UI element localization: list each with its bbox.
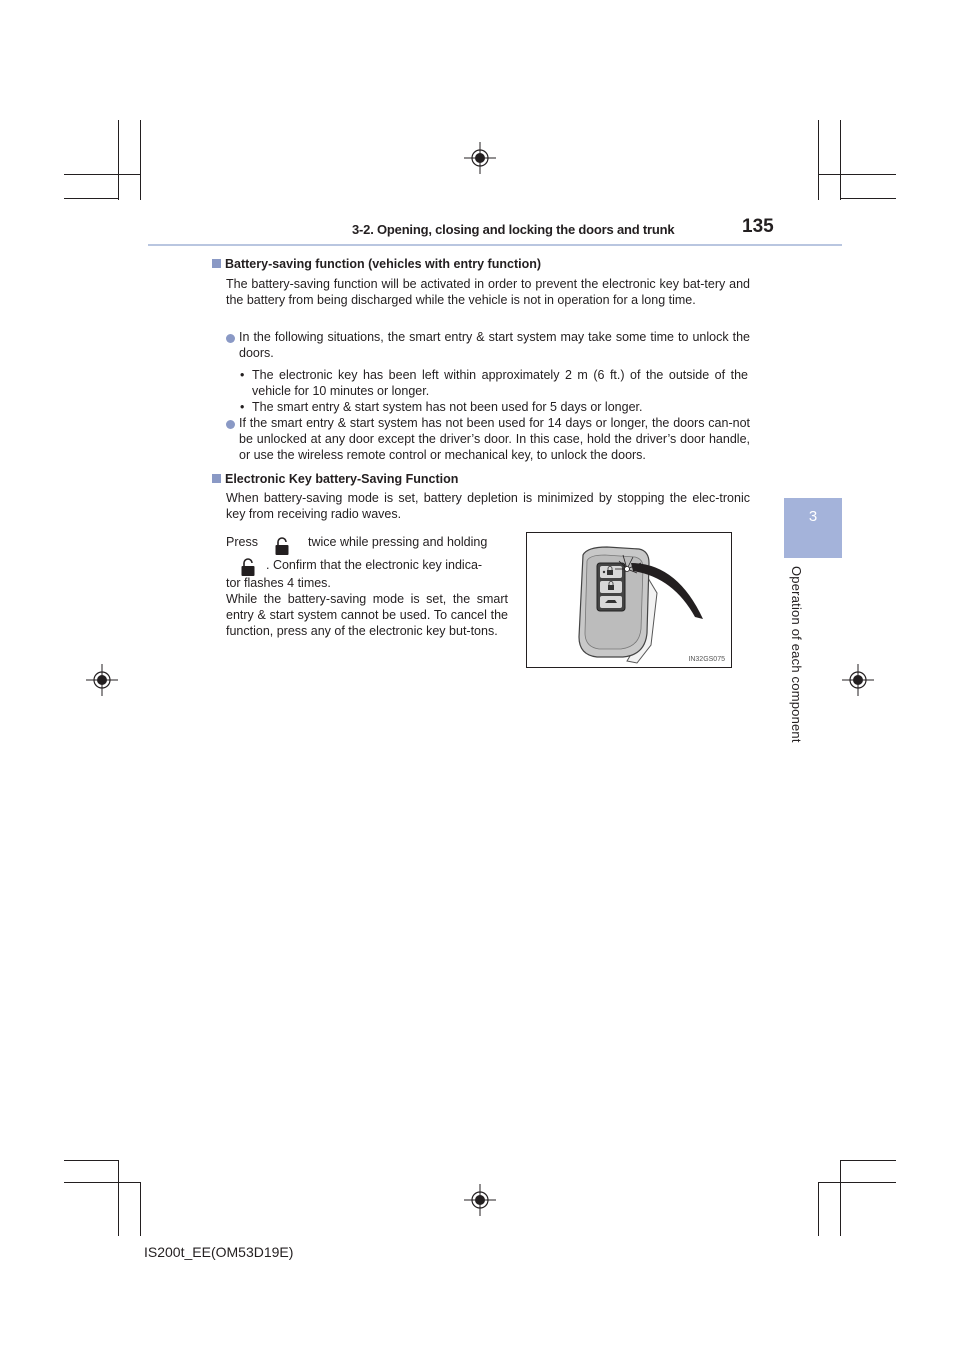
crop-mark (840, 198, 896, 199)
chapter-tab (784, 498, 842, 558)
sub-bullet-item: The electronic key has been left within approximately 2 m (6 ft.) of the outside of the vehicle for 10 minutes or longer. (252, 368, 748, 398)
section-heading-text: Electronic Key battery-Saving Function (225, 472, 459, 486)
chapter-title: Operation of each component (789, 566, 804, 743)
section-heading (212, 471, 458, 487)
paragraph: tor flashes 4 times. (226, 576, 331, 590)
model-code: IS200t_EE(OM53D19E) (144, 1244, 294, 1260)
section-heading (212, 256, 541, 272)
crop-mark (118, 120, 119, 200)
circle-bullet-icon (226, 420, 235, 429)
paragraph: When battery-saving mode is set, battery depletion is minimized by stopping the elec-tronic key from receiving radio waves. (226, 491, 750, 521)
electronic-key-illustration (527, 533, 731, 667)
sub-bullet-icon: • (240, 400, 245, 414)
registration-mark-icon (86, 664, 118, 696)
sub-bullet-item: The smart entry & start system has not been used for 5 days or longer. (252, 400, 643, 414)
crop-mark (140, 1182, 141, 1236)
chapter-number: 3 (808, 508, 818, 525)
crop-mark (818, 1182, 896, 1183)
sub-bullet-icon: • (240, 368, 245, 382)
confirm-text: . Confirm that the electronic key indica- (266, 558, 483, 572)
page-number: 135 (742, 216, 774, 237)
registration-mark-icon (464, 142, 496, 174)
lock-icon (274, 536, 290, 556)
crop-mark (140, 120, 141, 200)
crop-mark (818, 174, 896, 175)
crop-mark (118, 1160, 119, 1236)
bullet-item: If the smart entry & start system has not been used for 14 days or longer, the doors can-not be unlocked at any door except the driver’s door. In this case, hold the driver’s door handle, or use the wireless remote control or mechanical key, to unlock the doors. (239, 416, 750, 462)
figure-code: IN32GS075 (688, 656, 725, 663)
crop-mark (64, 174, 140, 175)
key-illustration (526, 532, 732, 668)
crop-mark (818, 1182, 819, 1236)
paragraph: The battery-saving function will be activated in order to prevent the electronic key bat-tery and the battery from being discharged while the vehicle is not in operation for a long time. (226, 277, 750, 307)
crop-mark (818, 120, 819, 200)
crop-mark (64, 1182, 140, 1183)
section-heading-text: Battery-saving function (vehicles with entry function) (225, 257, 542, 271)
crop-mark (840, 1160, 841, 1236)
registration-mark-icon (464, 1184, 496, 1216)
registration-mark-icon (842, 664, 874, 696)
section-title: 3-2. Opening, closing and locking the doors and trunk (352, 222, 675, 237)
square-bullet-icon (212, 259, 221, 268)
lock-icon (240, 557, 256, 577)
bullet-item: In the following situations, the smart entry & start system may take some time to unlock the doors. (239, 330, 750, 360)
press-instruction: twice while pressing and holding (308, 535, 488, 549)
paragraph: While the battery-saving mode is set, the smart entry & start system cannot be used. To cancel the function, press any of the electronic key but-tons. (226, 592, 508, 638)
crop-mark (64, 198, 118, 199)
crop-mark (840, 1160, 896, 1161)
press-word: Press (226, 535, 258, 549)
crop-mark (64, 1160, 118, 1161)
square-bullet-icon (212, 474, 221, 483)
header-divider (148, 244, 842, 246)
crop-mark (840, 120, 841, 200)
circle-bullet-icon (226, 334, 235, 343)
